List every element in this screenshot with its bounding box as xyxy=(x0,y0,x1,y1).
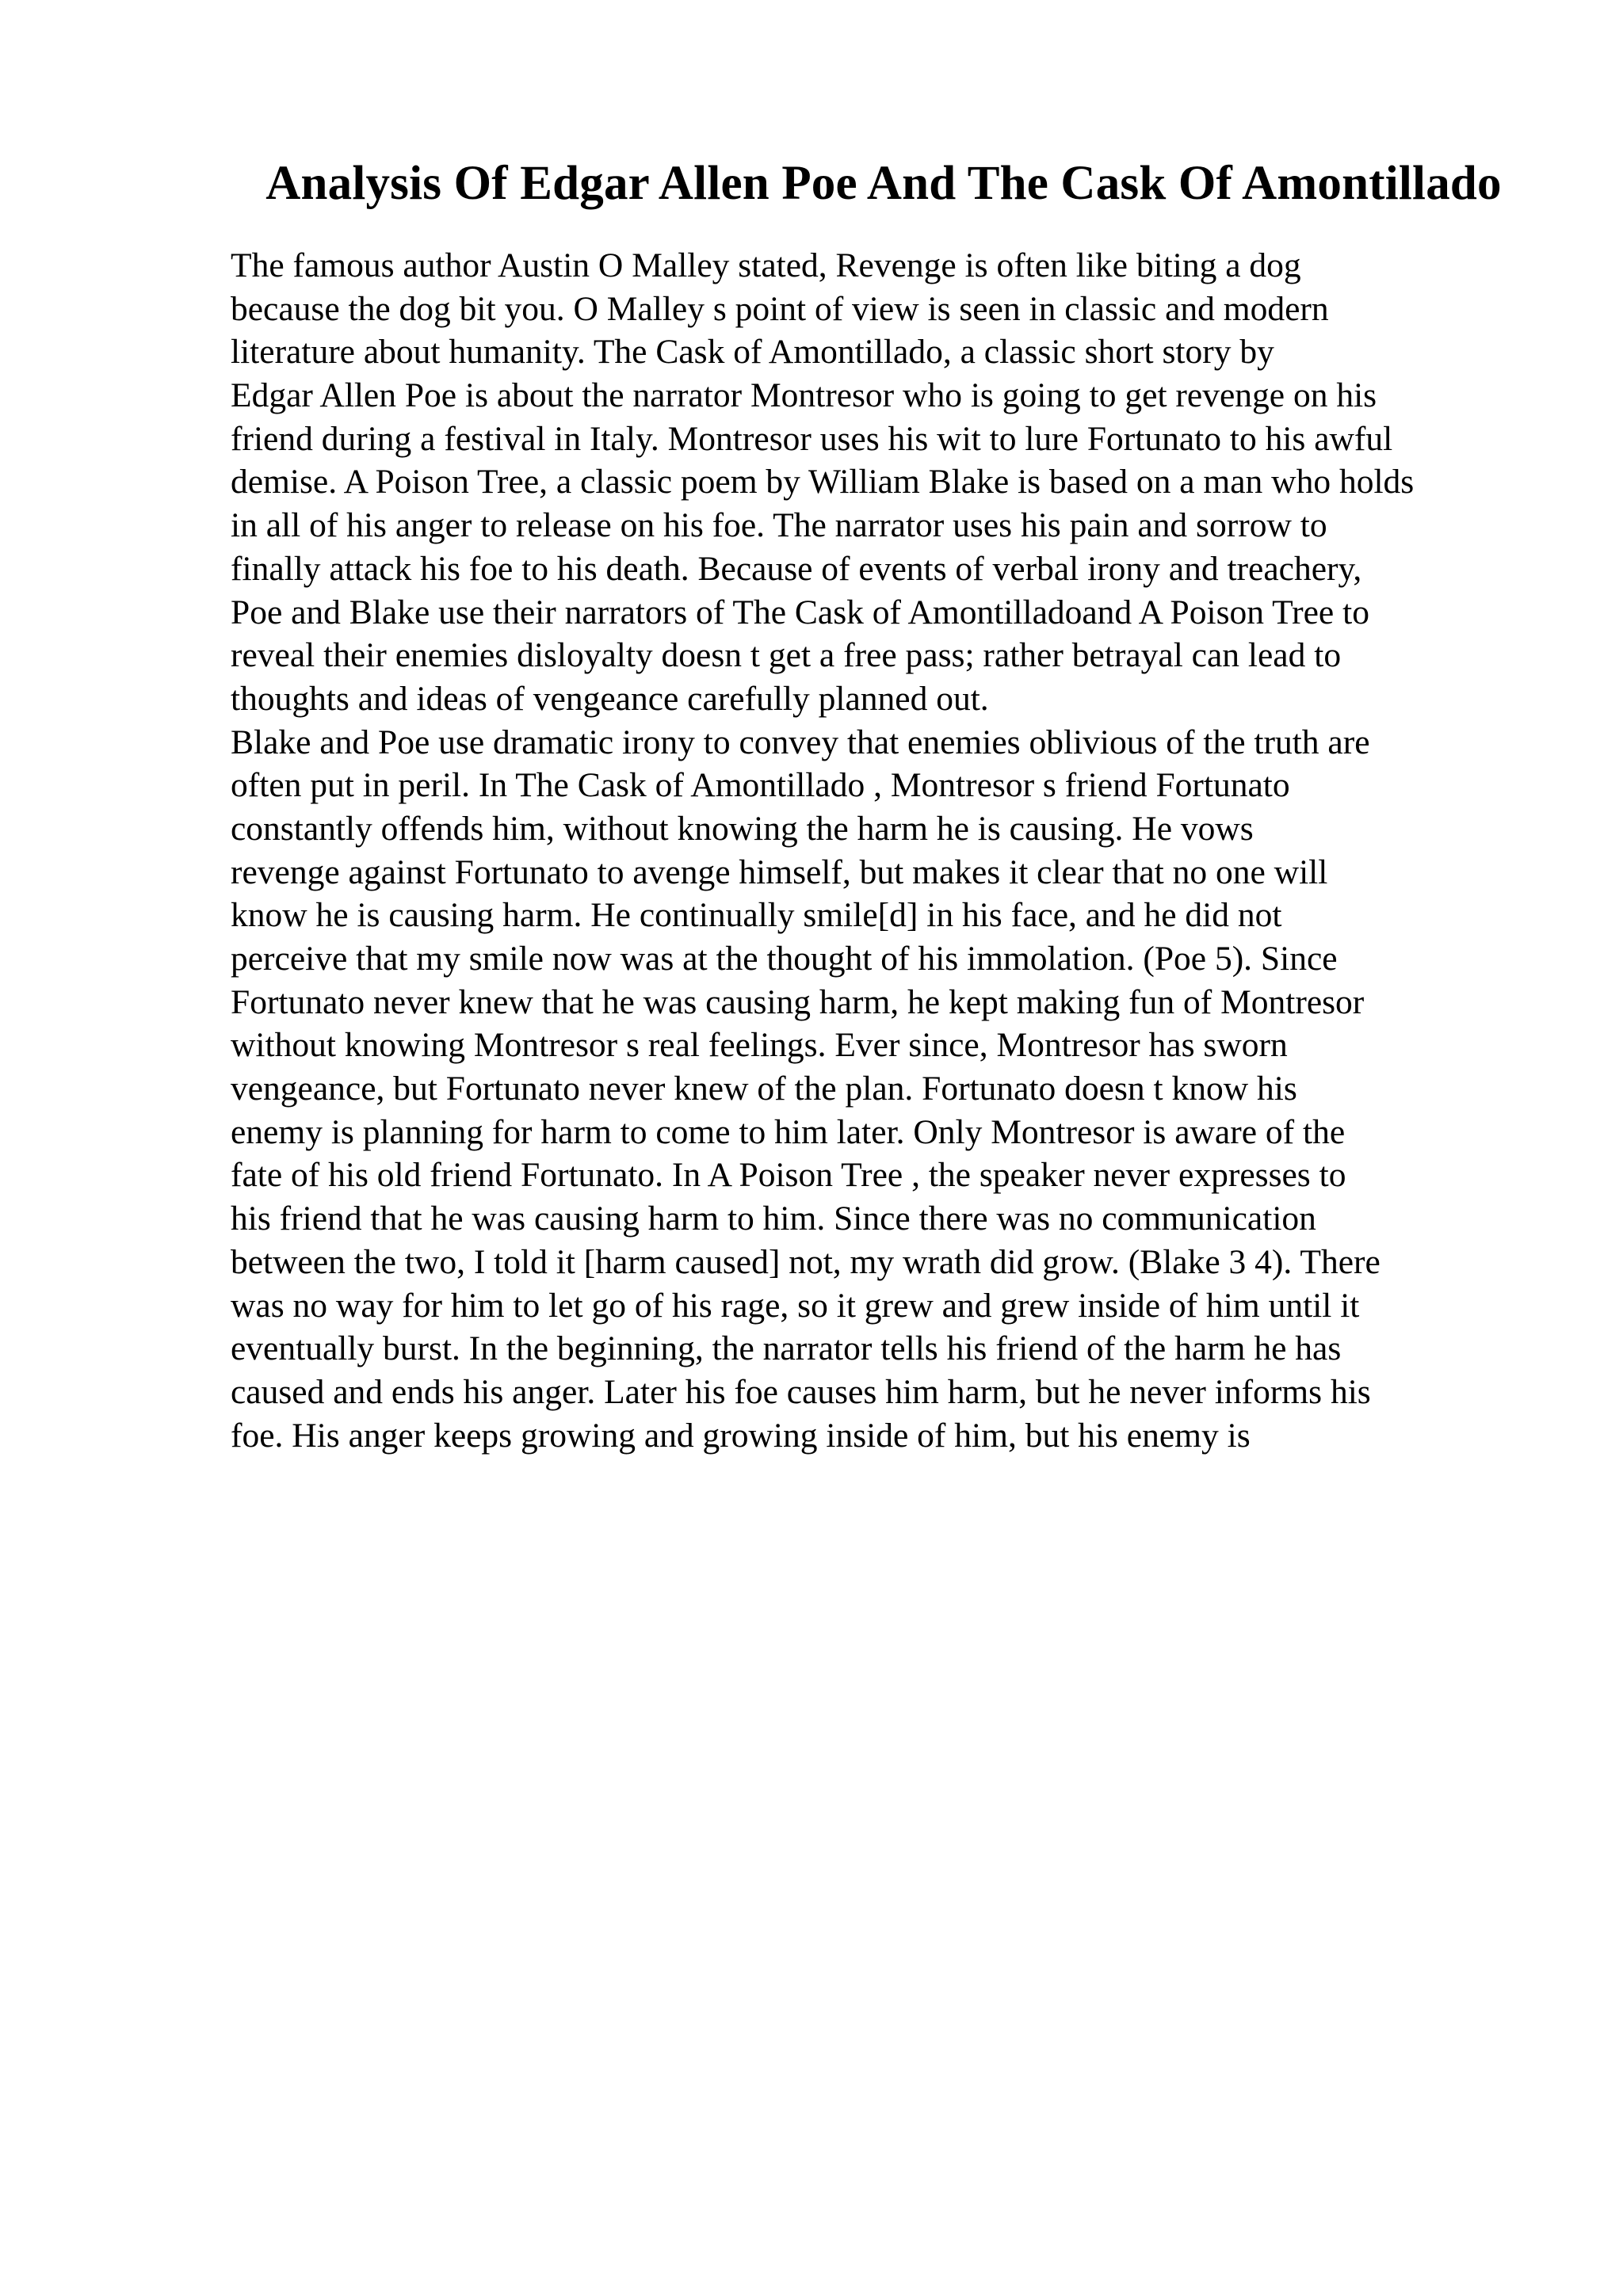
document-body xyxy=(231,244,1530,1457)
text-line: without knowing Montresor s real feelings. Ever since, Montresor has sworn xyxy=(231,1026,1288,1065)
text-line: Edgar Allen Poe is about the narrator Montresor who is going to get revenge on his xyxy=(231,376,1377,415)
text-line: because the dog bit you. O Malley s point of view is seen in classic and modern xyxy=(231,289,1329,328)
text-line: thoughts and ideas of vengeance carefully planned out. xyxy=(231,679,989,718)
text-line: reveal their enemies disloyalty doesn t get a free pass; rather betrayal can lead to xyxy=(231,636,1342,675)
text-line: friend during a festival in Italy. Montresor uses his wit to lure Fortunato to his awful xyxy=(231,419,1393,458)
text-line: his friend that he was causing harm to him. Since there was no communication xyxy=(231,1199,1316,1238)
text-line: between the two, I told it [harm caused] not, my wrath did grow. (Blake 3 4). There xyxy=(231,1242,1381,1281)
text-line: caused and ends his anger. Later his foe causes him harm, but he never informs his xyxy=(231,1372,1371,1411)
text-line: Fortunato never knew that he was causing harm, he kept making fun of Montresor xyxy=(231,982,1365,1021)
text-line: foe. His anger keeps growing and growing inside of him, but his enemy is xyxy=(231,1416,1251,1455)
text-line: literature about humanity. The Cask of Amontillado, a classic short story by xyxy=(231,333,1274,372)
text-line: fate of his old friend Fortunato. In A Poison Tree , the speaker never expresses to xyxy=(231,1156,1346,1195)
text-line: demise. A Poison Tree, a classic poem by William Blake is based on a man who holds xyxy=(231,463,1415,502)
text-line: in all of his anger to release on his foe. The narrator uses his pain and sorrow to xyxy=(231,506,1327,545)
text-line: constantly offends him, without knowing the harm he is causing. He vows xyxy=(231,809,1254,848)
text-line: enemy is planning for harm to come to him later. Only Montresor is aware of the xyxy=(231,1112,1346,1151)
text-line: finally attack his foe to his death. Because of events of verbal irony and treachery, xyxy=(231,549,1362,588)
text-line: know he is causing harm. He continually smile[d] in his face, and he did not xyxy=(231,896,1282,935)
document-title: Analysis Of Edgar Allen Poe And The Cask Of Amontillado xyxy=(265,157,1502,210)
text-line: often put in peril. In The Cask of Amontillado , Montresor s friend Fortunato xyxy=(231,766,1290,805)
text-line: revenge against Fortunato to avenge himself, but makes it clear that no one will xyxy=(231,852,1328,891)
text-line: eventually burst. In the beginning, the narrator tells his friend of the harm he has xyxy=(231,1329,1342,1368)
text-line: was no way for him to let go of his rage, so it grew and grew inside of him until it xyxy=(231,1286,1360,1325)
text-line: perceive that my smile now was at the thought of his immolation. (Poe 5). Since xyxy=(231,940,1338,978)
text-line: vengeance, but Fortunato never knew of the plan. Fortunato doesn t know his xyxy=(231,1070,1297,1108)
text-line: Poe and Blake use their narrators of The Cask of Amontilladoand A Poison Tree to xyxy=(231,593,1369,631)
text-line: Blake and Poe use dramatic irony to convey that enemies oblivious of the truth are xyxy=(231,723,1370,761)
text-line: The famous author Austin O Malley stated, Revenge is often like biting a dog xyxy=(231,246,1301,284)
